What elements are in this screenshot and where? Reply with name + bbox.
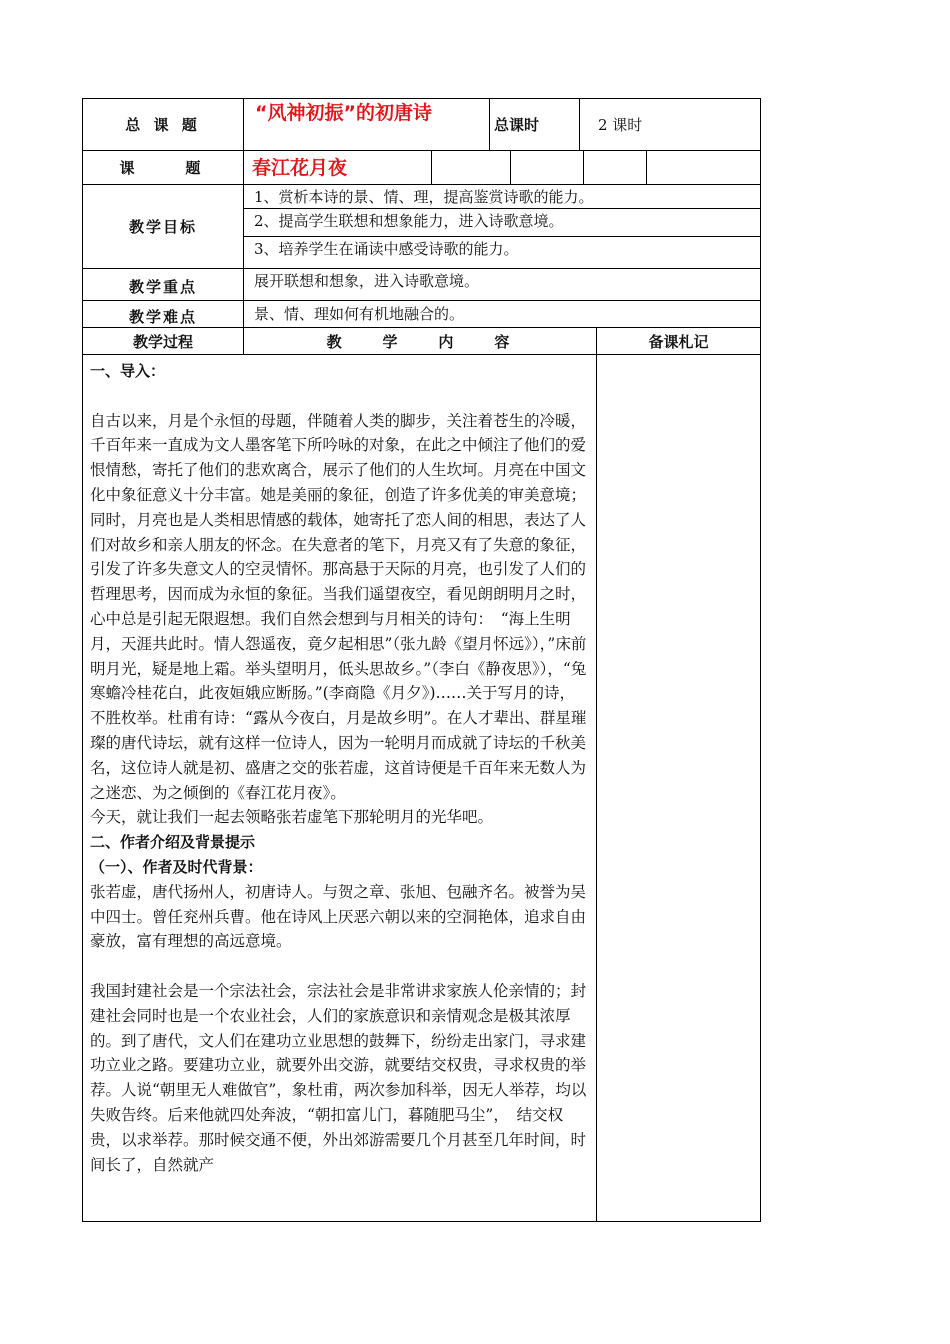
goals-label: 教学目标 xyxy=(128,218,197,236)
column-notes: 备课札记 xyxy=(648,332,709,351)
goal-item: 2、提高学生联想和想象能力，进入诗歌意境。 xyxy=(254,212,564,230)
column-process: 教学过程 xyxy=(132,332,193,351)
total-hours-value: 2 课时 xyxy=(598,116,643,134)
focus-value: 展开联想和想象，进入诗歌意境。 xyxy=(254,272,480,290)
focus-label: 教学重点 xyxy=(128,278,197,296)
column-content-text: 教 学 内 容 xyxy=(326,332,514,351)
spacer xyxy=(90,384,590,409)
table-border xyxy=(646,150,647,184)
table-border xyxy=(596,327,597,1222)
table-border xyxy=(82,354,761,355)
table-border xyxy=(510,150,511,184)
table-border xyxy=(579,98,580,150)
paragraph: 我国封建社会是一个宗法社会，宗法社会是非常讲求家族人伦亲情的；封建社会同时也是一个农业社会，人们的家族意识和亲情观念是极其浓厚的。到了唐代，文人们在建功立业思想的鼓舞下，纷纷走出家门，寻求建功立业之路。要建功立业，就要外出交游，就要结交权贵，寻求权贵的举荐。人说“朝里无人难做官”，象杜甫，两次参加科举，因无人举荐，均以失败告终。后来他就四处奔波，“朝扣富儿门，暮随肥马尘”， 结交权贵，以求举荐。那时候交通不便，外出郊游需要几个月甚至几年时间，时间长了，自然就产 xyxy=(90,981,587,1174)
total-hours-label: 总课时 xyxy=(494,116,540,134)
paragraph: 今天，就让我们一起去领略张若虚笔下那轮明月的光华吧。 xyxy=(90,808,494,827)
difficulty-label: 教学难点 xyxy=(128,308,197,326)
lesson-content xyxy=(90,359,590,1177)
topic-label xyxy=(83,151,243,184)
difficulty-value: 景、情、理如何有机地融合的。 xyxy=(254,305,465,323)
spacer xyxy=(90,954,590,979)
section-heading: 二、作者介绍及背景提示 xyxy=(90,833,256,852)
paragraph: 张若虚，唐代扬州人，初唐诗人。与贺之章、张旭、包融齐名。被誉为吴中四士。曾任兖州兵曹。他在诗风上厌恶六朝以来的空洞艳体，追求自由豪放，富有理想的高远意境。 xyxy=(90,882,587,951)
total-topic-value: “风神初振”的初唐诗 xyxy=(255,102,432,124)
table-border xyxy=(431,150,432,184)
goal-item: 1、赏析本诗的景、情、理，提高鉴赏诗歌的能力。 xyxy=(254,188,594,206)
column-content xyxy=(244,328,596,354)
paragraph: 自古以来，月是个永恒的母题，伴随着人类的脚步，关注着苍生的冷暖，千百年来一直成为文人墨客笔下所吟咏的对象，在此之中倾注了他们的爱恨情愁，寄托了他们的悲欢离合，展示了他们的人生坎坷。月亮在中国文化中象征意义十分丰富。她是美丽的象征，创造了许多优美的审美意境；同时，月亮也是人类相思情感的载体，她寄托了恋人间的相思，表达了人们对故乡和亲人朋友的怀念。在失意者的笔下，月亮又有了失意的象征，引发了许多失意文人的空灵情怀。那高悬于天际的月亮，也引发了人们的哲理思考，因而成为永恒的象征。当我们遥望夜空，看见朗朗明月之时，心中总是引起无限遐想。我们自然会想到与月相关的诗句： “海上生明月，天涯共此时。情人怨遥夜，竟夕起相思”（张九龄《望月怀远》），”床前明月光，疑是地上霜。举头望明月，低头思故乡。”（李白《静夜思》），“兔寒蟾冷桂花白，此夜姮娥应断肠。”(李商隐《月夕》)……关于写月的诗，不胜枚举。杜甫有诗：“露从今夜白，月是故乡明”。在人才辈出、群星璀璨的唐代诗坛，就有这样一位诗人，因为一轮明月而成就了诗坛的千秋美名，这位诗人就是初、盛唐之交的张若虚，这首诗便是千百年来无数人为之迷恋、为之倾倒的《春江花月夜》。 xyxy=(90,411,587,802)
table-border xyxy=(82,1221,761,1222)
goal-item: 3、培养学生在诵读中感受诗歌的能力。 xyxy=(254,240,519,258)
topic-value: 春江花月夜 xyxy=(252,157,348,179)
total-topic-label: 总 课 题 xyxy=(125,116,201,134)
subsection-heading: （一）、作者及时代背景： xyxy=(90,857,263,876)
topic-label-text: 课 题 xyxy=(119,159,207,177)
section-heading: 一、导入： xyxy=(90,362,166,380)
table-border xyxy=(760,98,761,1222)
table-border xyxy=(583,150,584,184)
